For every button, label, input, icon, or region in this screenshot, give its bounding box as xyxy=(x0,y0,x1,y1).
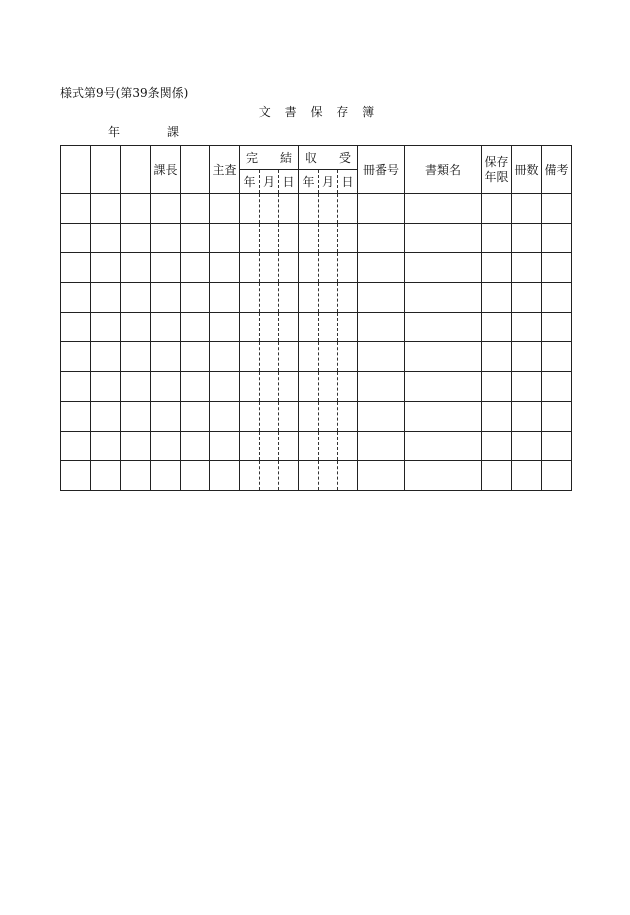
form-number: 様式第9号(第39条関係) xyxy=(60,86,189,100)
register-cell xyxy=(512,283,542,313)
header-completion xyxy=(240,146,299,170)
register-cell xyxy=(338,372,358,402)
register-cell xyxy=(181,461,210,491)
register-cell xyxy=(319,253,338,283)
register-cell xyxy=(61,342,91,372)
register-cell xyxy=(482,283,512,313)
header-receipt-year: 年 xyxy=(299,170,319,194)
register-cell xyxy=(91,461,121,491)
register-cell xyxy=(512,342,542,372)
register-row xyxy=(61,253,572,283)
register-cell xyxy=(279,461,299,491)
register-cell xyxy=(338,342,358,372)
register-cell xyxy=(299,283,319,313)
register-cell xyxy=(181,372,210,402)
register-cell xyxy=(121,283,151,313)
register-row xyxy=(61,283,572,313)
register-cell xyxy=(405,194,482,224)
register-cell xyxy=(151,431,181,461)
register-cell xyxy=(299,312,319,342)
register-cell xyxy=(542,431,572,461)
register-row xyxy=(61,461,572,491)
register-cell xyxy=(260,372,279,402)
register-cell xyxy=(181,223,210,253)
register-cell xyxy=(405,223,482,253)
register-cell xyxy=(358,401,405,431)
register-row xyxy=(61,372,572,402)
header-blank-4 xyxy=(181,146,210,194)
register-cell xyxy=(210,461,240,491)
register-cell xyxy=(338,253,358,283)
department-label: 課 xyxy=(167,125,180,139)
register-cell xyxy=(319,283,338,313)
register-cell xyxy=(482,401,512,431)
register-cell xyxy=(121,431,151,461)
register-row xyxy=(61,194,572,224)
header-section-chief: 課長 xyxy=(151,146,181,194)
register-cell xyxy=(151,253,181,283)
register-cell xyxy=(512,223,542,253)
register-cell xyxy=(299,194,319,224)
register-cell xyxy=(358,431,405,461)
header-receipt-month: 月 xyxy=(319,170,338,194)
header-completion-b: 結 xyxy=(279,151,292,165)
register-cell xyxy=(61,431,91,461)
register-cell xyxy=(61,283,91,313)
register-cell xyxy=(405,431,482,461)
register-cell xyxy=(405,253,482,283)
register-cell xyxy=(260,342,279,372)
header-blank-2 xyxy=(91,146,121,194)
title-char: 保 xyxy=(310,105,323,119)
register-cell xyxy=(210,283,240,313)
title-char: 存 xyxy=(336,105,349,119)
register-cell xyxy=(542,223,572,253)
register-cell xyxy=(279,401,299,431)
register-cell xyxy=(61,312,91,342)
header-volume-number: 冊番号 xyxy=(358,146,405,194)
register-cell xyxy=(405,312,482,342)
register-cell xyxy=(121,253,151,283)
register-cell xyxy=(240,253,260,283)
header-receipt xyxy=(299,146,358,170)
register-cell xyxy=(121,461,151,491)
register-cell xyxy=(299,461,319,491)
register-cell xyxy=(542,194,572,224)
register-cell xyxy=(260,253,279,283)
register-cell xyxy=(358,342,405,372)
register-cell xyxy=(210,312,240,342)
register-cell xyxy=(338,223,358,253)
register-cell xyxy=(240,431,260,461)
register-cell xyxy=(512,431,542,461)
register-cell xyxy=(210,372,240,402)
register-cell xyxy=(319,401,338,431)
title-char: 書 xyxy=(284,105,297,119)
register-cell xyxy=(151,342,181,372)
header-receipt-day: 日 xyxy=(338,170,358,194)
register-cell xyxy=(338,431,358,461)
header-remarks: 備考 xyxy=(542,146,572,194)
register-cell xyxy=(91,283,121,313)
register-row xyxy=(61,342,572,372)
register-cell xyxy=(121,372,151,402)
register-cell xyxy=(121,223,151,253)
register-cell xyxy=(260,283,279,313)
register-cell xyxy=(358,372,405,402)
register-cell xyxy=(482,372,512,402)
register-cell xyxy=(319,431,338,461)
register-cell xyxy=(482,312,512,342)
register-cell xyxy=(279,372,299,402)
register-cell xyxy=(61,223,91,253)
header-blank-1 xyxy=(61,146,91,194)
register-cell xyxy=(240,372,260,402)
register-cell xyxy=(319,342,338,372)
register-cell xyxy=(151,223,181,253)
register-cell xyxy=(512,372,542,402)
register-cell xyxy=(542,283,572,313)
register-cell xyxy=(482,253,512,283)
register-row xyxy=(61,312,572,342)
register-cell xyxy=(121,194,151,224)
header-document-name: 書類名 xyxy=(405,146,482,194)
register-cell xyxy=(279,194,299,224)
register-cell xyxy=(279,342,299,372)
register-cell xyxy=(91,401,121,431)
register-cell xyxy=(240,401,260,431)
register-cell xyxy=(279,223,299,253)
document-register-table xyxy=(60,145,572,491)
register-cell xyxy=(319,312,338,342)
register-cell xyxy=(260,194,279,224)
register-cell xyxy=(121,401,151,431)
register-cell xyxy=(482,431,512,461)
register-cell xyxy=(151,312,181,342)
register-cell xyxy=(121,312,151,342)
register-cell xyxy=(121,342,151,372)
register-cell xyxy=(482,223,512,253)
register-cell xyxy=(338,194,358,224)
register-cell xyxy=(319,372,338,402)
register-cell xyxy=(542,312,572,342)
register-cell xyxy=(338,312,358,342)
header-receipt-a: 収 xyxy=(305,151,318,165)
register-cell xyxy=(240,194,260,224)
register-cell xyxy=(91,194,121,224)
register-cell xyxy=(299,253,319,283)
register-cell xyxy=(210,401,240,431)
register-cell xyxy=(210,223,240,253)
register-cell xyxy=(181,194,210,224)
register-cell xyxy=(210,253,240,283)
register-cell xyxy=(151,401,181,431)
year-label: 年 xyxy=(108,125,121,139)
register-cell xyxy=(319,461,338,491)
register-cell xyxy=(61,372,91,402)
register-cell xyxy=(91,223,121,253)
register-cell xyxy=(358,223,405,253)
register-cell xyxy=(512,401,542,431)
register-cell xyxy=(319,223,338,253)
register-cell xyxy=(405,401,482,431)
register-cell xyxy=(512,312,542,342)
header-receipt-b: 受 xyxy=(338,151,351,165)
header-volume-count: 冊数 xyxy=(512,146,542,194)
register-cell xyxy=(240,342,260,372)
register-cell xyxy=(482,461,512,491)
register-cell xyxy=(482,194,512,224)
register-cell xyxy=(358,253,405,283)
register-cell xyxy=(279,312,299,342)
register-row xyxy=(61,223,572,253)
header-retention-period xyxy=(482,146,512,194)
header-completion-month: 月 xyxy=(260,170,279,194)
register-cell xyxy=(61,194,91,224)
title-char: 簿 xyxy=(362,105,375,119)
register-cell xyxy=(299,431,319,461)
register-cell xyxy=(181,253,210,283)
register-cell xyxy=(260,312,279,342)
register-cell xyxy=(91,312,121,342)
register-cell xyxy=(299,342,319,372)
register-cell xyxy=(151,461,181,491)
register-cell xyxy=(279,431,299,461)
register-cell xyxy=(91,342,121,372)
register-cell xyxy=(151,194,181,224)
register-cell xyxy=(338,283,358,313)
register-cell xyxy=(512,461,542,491)
register-cell xyxy=(91,372,121,402)
header-chief-inspector: 主査 xyxy=(210,146,240,194)
register-cell xyxy=(358,461,405,491)
register-cell xyxy=(542,461,572,491)
register-cell xyxy=(240,312,260,342)
register-cell xyxy=(181,342,210,372)
register-cell xyxy=(542,372,572,402)
header-retention-2: 年限 xyxy=(484,169,509,184)
register-cell xyxy=(181,283,210,313)
register-cell xyxy=(299,401,319,431)
register-row xyxy=(61,401,572,431)
header-completion-day: 日 xyxy=(279,170,299,194)
register-cell xyxy=(181,401,210,431)
register-cell xyxy=(240,283,260,313)
register-cell xyxy=(61,253,91,283)
register-cell xyxy=(482,342,512,372)
register-cell xyxy=(358,283,405,313)
document-title xyxy=(0,103,630,120)
register-cell xyxy=(405,461,482,491)
header-completion-a: 完 xyxy=(246,151,259,165)
register-cell xyxy=(542,253,572,283)
title-char: 文 xyxy=(258,105,271,119)
header-blank-3 xyxy=(121,146,151,194)
register-cell xyxy=(299,372,319,402)
register-cell xyxy=(240,223,260,253)
register-cell xyxy=(91,431,121,461)
register-cell xyxy=(210,342,240,372)
register-cell xyxy=(181,431,210,461)
header-retention-1: 保存 xyxy=(484,154,509,169)
register-cell xyxy=(405,283,482,313)
register-cell xyxy=(181,312,210,342)
register-cell xyxy=(358,194,405,224)
register-cell xyxy=(319,194,338,224)
register-cell xyxy=(279,283,299,313)
register-cell xyxy=(240,461,260,491)
register-cell xyxy=(512,253,542,283)
register-cell xyxy=(210,431,240,461)
register-cell xyxy=(512,194,542,224)
register-cell xyxy=(358,312,405,342)
register-cell xyxy=(151,283,181,313)
register-cell xyxy=(542,342,572,372)
register-cell xyxy=(91,253,121,283)
register-cell xyxy=(405,342,482,372)
header-completion-year: 年 xyxy=(240,170,260,194)
register-cell xyxy=(279,253,299,283)
register-cell xyxy=(405,372,482,402)
register-cell xyxy=(151,372,181,402)
register-cell xyxy=(260,223,279,253)
register-row xyxy=(61,431,572,461)
register-cell xyxy=(260,461,279,491)
register-cell xyxy=(299,223,319,253)
register-cell xyxy=(61,401,91,431)
register-cell xyxy=(260,401,279,431)
register-cell xyxy=(210,194,240,224)
register-cell xyxy=(338,401,358,431)
register-cell xyxy=(61,461,91,491)
register-cell xyxy=(338,461,358,491)
register-cell xyxy=(542,401,572,431)
register-cell xyxy=(260,431,279,461)
